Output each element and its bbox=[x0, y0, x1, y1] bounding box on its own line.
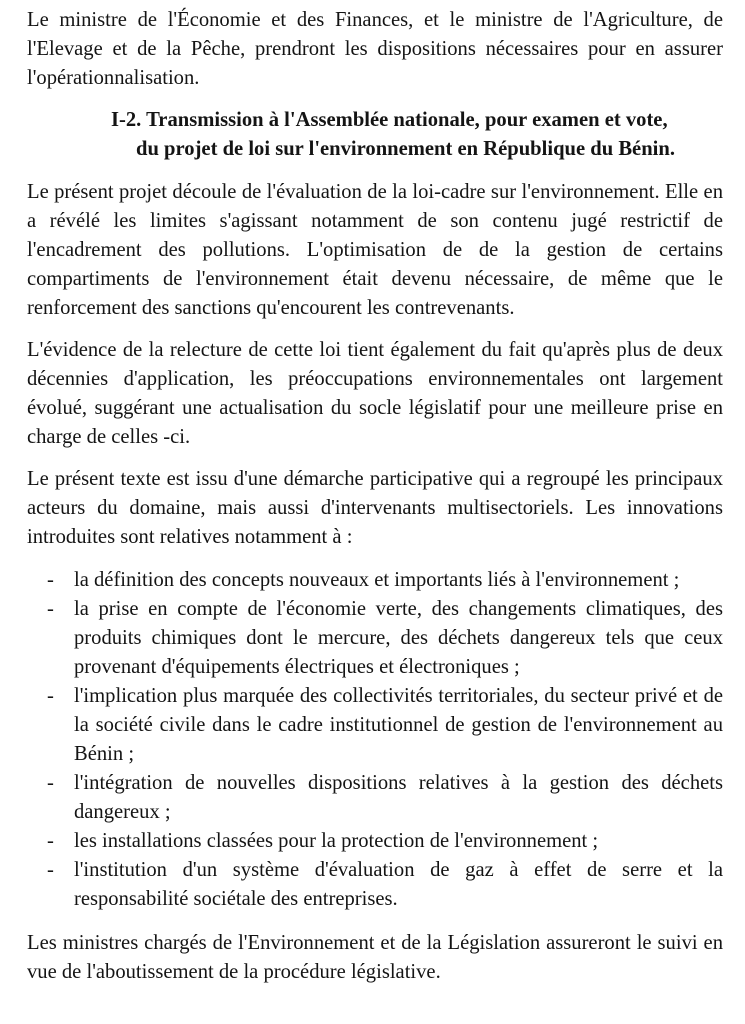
list-item bbox=[47, 856, 723, 914]
dash-bullet: - bbox=[47, 772, 54, 794]
section-heading-line-2: du projet de loi sur l'environnement en République du Bénin. bbox=[136, 138, 675, 160]
intro-paragraph: Le ministre de l'Économie et des Finances, et le ministre de l'Agriculture, de l'Elevage et de la Pêche, prendront les dispositions nécessaires pour en assurer l'opérationnalisation. bbox=[27, 9, 723, 89]
list-item bbox=[47, 566, 723, 595]
dash-bullet: - bbox=[47, 569, 54, 591]
list-item-text: les installations classées pour la protection de l'environnement ; bbox=[74, 830, 599, 852]
list-item bbox=[47, 769, 723, 827]
section-heading bbox=[27, 106, 723, 164]
list-item-text: l'intégration de nouvelles dispositions relatives à la gestion des déchets dangereux ; bbox=[74, 772, 723, 823]
dash-bullet: - bbox=[47, 685, 54, 707]
body-paragraph-2: L'évidence de la relecture de cette loi tient également du fait qu'après plus de deux décennies d'application, les préoccupations environnementales ont largement évolué, suggérant une actualisation du socle législatif pour une meilleure prise en charge de celles -ci. bbox=[27, 339, 723, 448]
body-paragraph-3: Le présent texte est issu d'une démarche participative qui a regroupé les principaux acteurs du domaine, mais aussi d'intervenants multisectoriels. Les innovations introduites sont relatives notamment à : bbox=[27, 468, 723, 548]
dash-bullet: - bbox=[47, 598, 54, 620]
list-item bbox=[47, 827, 723, 856]
list-item-text: la définition des concepts nouveaux et importants liés à l'environnement ; bbox=[74, 569, 680, 591]
list-item bbox=[47, 682, 723, 769]
list-item bbox=[47, 595, 723, 682]
dash-bullet: - bbox=[47, 830, 54, 852]
closing-paragraph: Les ministres chargés de l'Environnement et de la Législation assureront le suivi en vue de l'aboutissement de la procédure législative. bbox=[27, 932, 723, 983]
list-item-text: l'institution d'un système d'évaluation de gaz à effet de serre et la responsabilité sociétale des entreprises. bbox=[74, 859, 723, 910]
innovations-list bbox=[27, 566, 723, 914]
body-paragraph-1: Le présent projet découle de l'évaluation de la loi-cadre sur l'environnement. Elle en a révélé les limites s'agissant notamment de son contenu jugé restrictif de l'encadrement des pollutions. L'optimisation de de la gestion de certains compartiments de l'environnement était devenu nécessaire, de même que le renforcement des sanctions qu'encourent les contrevenants. bbox=[27, 181, 723, 319]
dash-bullet: - bbox=[47, 859, 54, 881]
section-heading-line-1: I-2. Transmission à l'Assemblée nationale, pour examen et vote, bbox=[111, 109, 668, 131]
list-item-text: la prise en compte de l'économie verte, des changements climatiques, des produits chimiques dont le mercure, des déchets dangereux tels que ceux provenant d'équipements électriques et électroniques ; bbox=[74, 598, 723, 678]
list-item-text: l'implication plus marquée des collectivités territoriales, du secteur privé et de la société civile dans le cadre institutionnel de gestion de l'environnement au Bénin ; bbox=[74, 685, 723, 765]
